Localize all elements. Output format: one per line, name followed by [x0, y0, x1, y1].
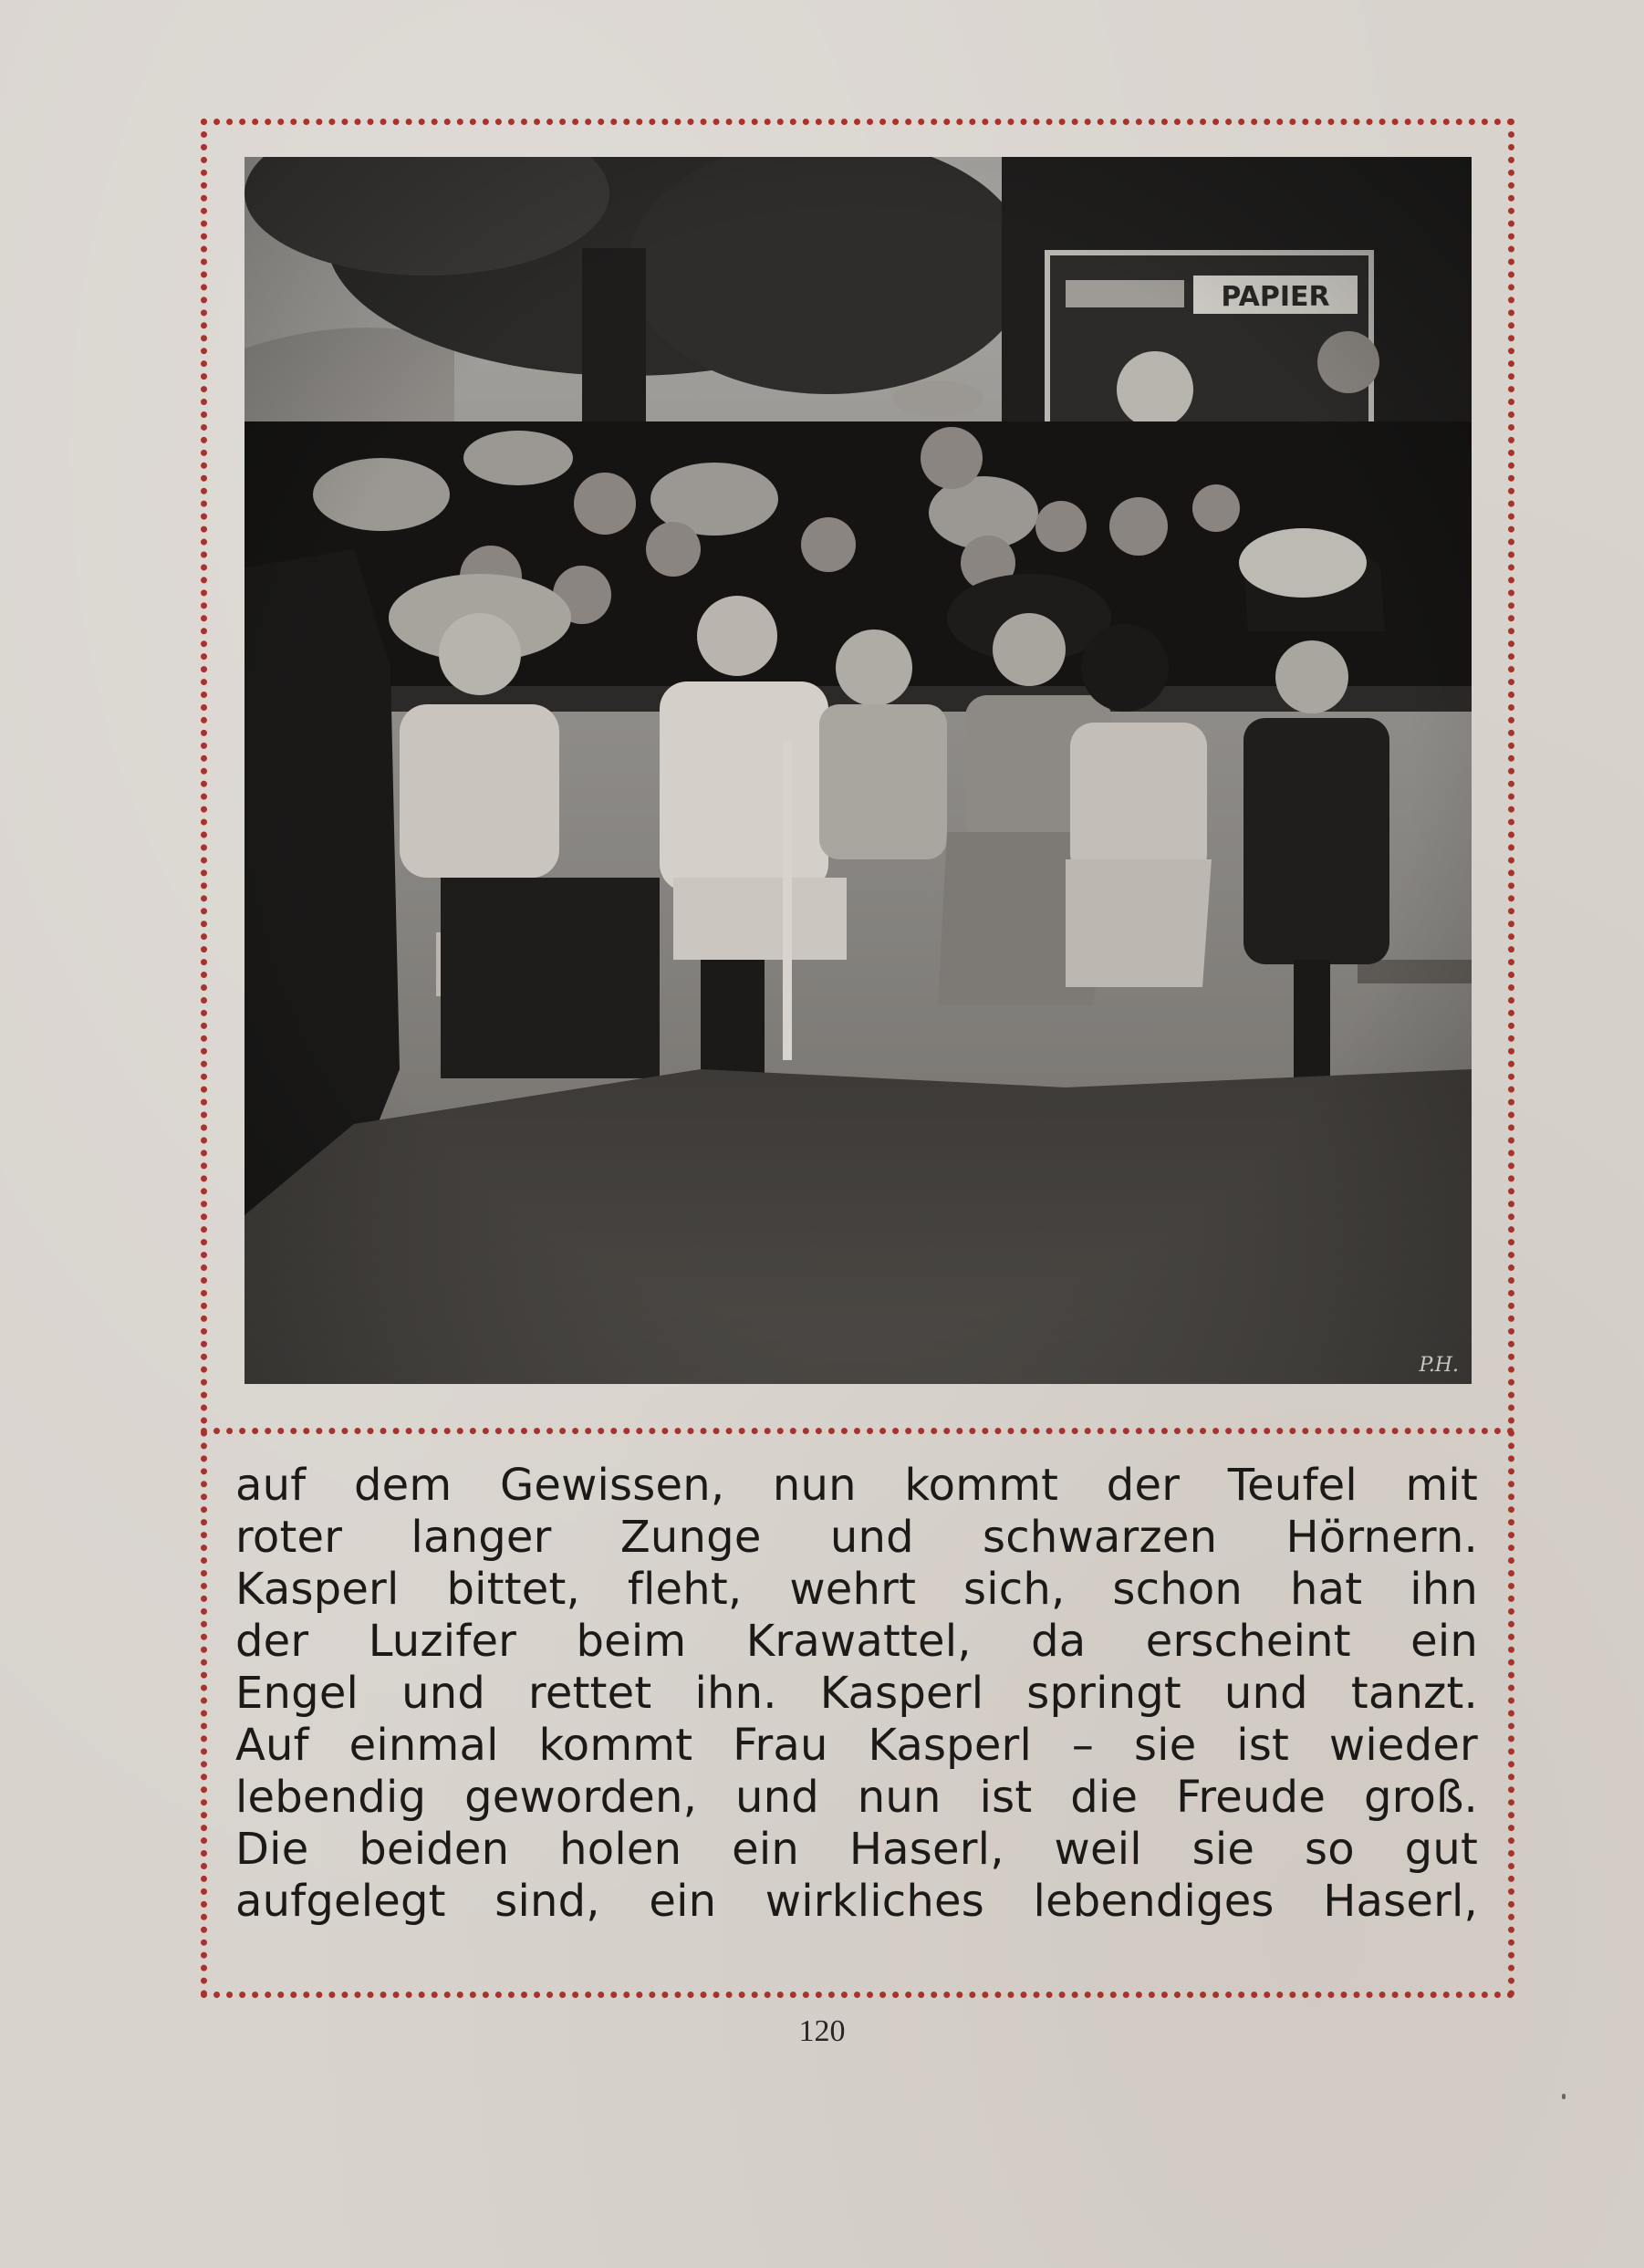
body-text — [235, 1460, 1478, 1928]
page-number: 120 — [798, 2014, 846, 2048]
text-line: Kasperl bittet, fleht, wehrt sich, schon hat ihn — [235, 1564, 1478, 1615]
text-line: der Luzifer beim Krawattel, da erscheint ein — [235, 1616, 1478, 1667]
text-line: Die beiden holen ein Haserl, weil sie so gut — [235, 1824, 1478, 1875]
photograph-children-audience — [245, 157, 1472, 1384]
photographer-mark: P.H. — [1419, 1354, 1459, 1377]
text-line: aufgelegt sind, ein wirkliches lebendiges Haserl, — [235, 1876, 1478, 1927]
red-dotted-divider — [201, 1428, 1514, 1434]
text-line: lebendig geworden, und nun ist die Freude groß. — [235, 1772, 1478, 1823]
paper-speck — [1562, 2094, 1566, 2099]
text-line: roter langer Zunge und schwarzen Hörnern. — [235, 1512, 1478, 1563]
text-line: auf dem Gewissen, nun kommt der Teufel mit — [235, 1460, 1478, 1511]
text-line: Engel und rettet ihn. Kasperl springt und tanzt. — [235, 1668, 1478, 1719]
text-line: Auf einmal kommt Frau Kasperl – sie ist wieder — [235, 1720, 1478, 1771]
